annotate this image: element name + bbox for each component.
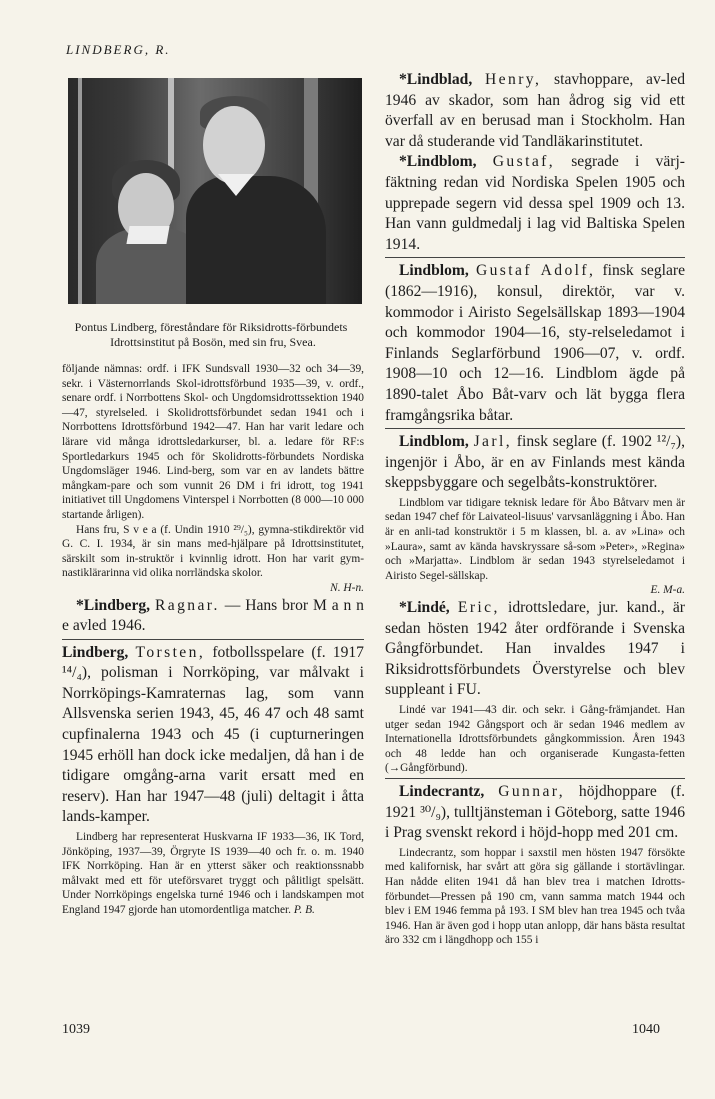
torsten-detail — [62, 830, 364, 918]
eric-detail: Lindé var 1941—43 dir. och sekr. i Gång-främjandet. Han utger sedan 1942 Gångsport och är sedan 1946 medlem av Internationella Idrottsförbundets gångkommission. Åren 1943 och 48 ledde han och organiserade Kungasta-fetten (→Gångförbund). — [385, 704, 685, 775]
headword: *Lindblad, — [399, 71, 473, 88]
page-number-left: 1039 — [62, 1022, 90, 1037]
entry-gustaf-adolf — [385, 261, 685, 426]
signature: N. H-n. — [330, 581, 364, 594]
headword: Lindecrantz, — [399, 782, 485, 800]
entry-text: segrade i värj-fäktning redan vid Nordiska Spelen 1905 och upprepade segern vid dessa spel 1909 och 13. Han vann guldmedalj i lag vid Baltiska Spelen 1914. — [385, 153, 685, 253]
forename: Eric, — [457, 599, 500, 617]
entry-text: finsk seglare (f. 1902 ¹²/₇), ingenjör i Åbo, är en av Finlands mest kända skeppsbyggare och segelbåts-konstruktörer. — [385, 433, 685, 492]
jarl-detail: Lindblom var tidigare teknisk ledare för Åbo Båtvarv men är sedan 1947 chef för Laivateol-lisuus' varvsanläggning i Åbo. Han är en anli-tad konstruktör i 5 m klassen, bl. a. av »Lina» och »Laura», samt av kända havskryssare så-som »Peter», »Regina» och »Marjatta». Lindblom är sedan 1943 styrelseledamot i Airisto Segel-sällskap. — [385, 496, 685, 582]
left-column — [62, 70, 364, 918]
divider — [385, 778, 685, 779]
entry-torsten — [62, 643, 364, 828]
entry-text: finsk seglare (1862—1916), konsul, direktör, var v. kommodor i Airisto Segelsällskap 1893—1904 och kommodor 1904—16, sty-relseledamot i Finlands Seglarförbund 1906—07, v. ordf. 1908—10 och 12—16. Lindblom ägde på 1890-talet Åbo Båt-varv och lät bygga flera framgångsrika båtar. — [385, 262, 685, 424]
forename: Jarl, — [473, 433, 512, 451]
entry-text: — Hans bror M a n n e avled 1946. — [62, 596, 364, 635]
forename: Ragnar. — [154, 596, 220, 614]
headword: Lindblom, — [399, 433, 469, 451]
headword: *Lindberg, — [76, 596, 151, 614]
divider — [385, 257, 685, 258]
page-number-right: 1040 — [632, 1022, 660, 1037]
pontus-text: följande nämnas: ordf. i IFK Sundsvall 1930—32 och 34—39, sekr. i Västernorrlands Skol-idrottsförbund 1935—39, v. ordf., senare ordf. i Norrbottens Skol- och Ungdomsidrottssektion 1940—47, styrelseled. i Skolidrottsförbundet sedan 1941 och i Norrbottens Idrottsförbund 1942—47. Han har varit ledare och lärare vid många idrottsledarkurser, bl. a. ledare för RF:s Sportledarkurs 1945 och för Skolidrotts-förbundets Nordiska Ungdomsläger 1946. Lind-berg, som var en av landets bättre mångkam-pare och som vunnit 26 DM i fri idrott, tog 1941 initiativet till Ungdomens Vinterspel i Norrbotten (8 000—10 000 startande årligen). — [62, 363, 364, 521]
divider — [62, 639, 364, 640]
svea-text: Hans fru, S v e a (f. Undin 1910 ²⁹/₅), gymna-stikdirektör vid G. C. I. 1934, är sin mans med-hjälpare på Idrottsinstitutet, särskilt som in-struktör i kvinnlig idrott. Hon har varit gym-nastiklärarinna vid olika norrländska skolor. — [62, 523, 364, 580]
entry-lindblad — [385, 70, 685, 152]
signature: E. M-a. — [650, 584, 685, 597]
detail-text: Lindberg har representerat Huskvarna IF 1933—36, IK Tord, Jönköping, 1937—39, Örgryte IS 1939—40 och fr. o. m. 1940 IFK Norrköping. Han är en ytterst säker och reaktionssnabb målvakt med ett för uteförsvaret tryggt och pålitligt spelsätt. Under Norrköpings engelska turné 1946 och i landskampen mot England 1947 gjorde han utomordentliga matcher. — [62, 831, 364, 916]
entry-text: höjdhoppare (f. 1921 ³⁰/₉), tulltjänsteman i Göteborg, satte 1946 i Prag svenskt rekord i höjd-hopp med 201 cm. — [385, 782, 685, 842]
headword: Lindblom, — [399, 262, 469, 280]
headword: *Lindé, — [399, 599, 450, 617]
signature: P. B. — [293, 904, 315, 916]
entry-text: stavhoppare, av-led 1946 av skador, som han ådrog sig vid ett överfall av en berusad man i Stockholm. Han var då studerande vid Tandläkarinstitutet. — [385, 71, 686, 150]
entry-ragnar — [62, 596, 364, 637]
entry-eric — [385, 598, 685, 701]
forename: Gunnar, — [498, 782, 566, 800]
photo-caption: Pontus Lindberg, föreståndare för Riksidrotts-förbundets Idrottsinstitut på Bosön, med sin fru, Svea. — [74, 320, 348, 349]
entry-text: idrottsledare, jur. kand., är sedan hösten 1942 åter ordförande i Svenska Gångförbundet. Han invaldes 1947 i Riksidrottsförbundets Överstyrelse och blev suppleant i FU. — [385, 599, 685, 699]
portrait-photo — [68, 78, 362, 304]
entry-text: fotbollsspelare (f. 1917 ¹⁴/₄), polisman i Norrköping, var målvakt i Norrköpings-Kamraternas lag, som vann Allsvenska serien 1943, 45, 46 47 och 48 samt cupfinalerna 1943 och 45 (i cupturneringen 1945 erhöll han dock icke medaljen, då han i de tidigare omgång-arna varit ersatt med en reserv). Han har 1947—48 (juli) deltagit i åtta lands-kamper. — [62, 643, 364, 826]
entry-gustaf — [385, 152, 685, 255]
right-column — [385, 70, 685, 948]
headword: *Lindblom, — [399, 153, 477, 171]
forename: Gustaf, — [492, 153, 556, 171]
headword: Lindberg, — [62, 643, 129, 661]
entry-gunnar — [385, 782, 685, 844]
forename: Henry, — [485, 71, 542, 88]
gunnar-detail: Lindecrantz, som hoppar i saxstil men hösten 1947 försökte med kalifornisk, har svårt att göra sig gällande i stortävlingar. Han nådde eliten 1941 då han blev trea i matchen Idrotts-förbundet—Pressen på 190 cm, vann samma match 1944 och blev i EM 1946 femma på 193. I SM blev han trea 1945 och tvåa 1946. Han är även god i hopp utan anlopp, där hans bästa resultat äro 332 cm i längdhopp och 155 i — [385, 846, 685, 947]
divider — [385, 428, 685, 429]
entry-jarl — [385, 432, 685, 494]
forename: Gustaf Adolf, — [475, 262, 596, 280]
running-head: LINDBERG, R. — [66, 42, 171, 57]
forename: Torsten, — [135, 643, 206, 661]
